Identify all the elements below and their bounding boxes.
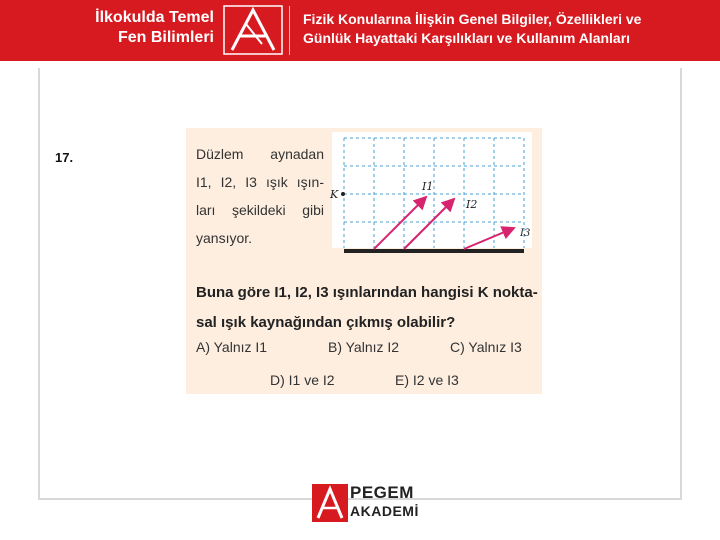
- stem-line: Düzlem aynadan: [196, 146, 324, 162]
- stem-line: yansıyor.: [196, 230, 253, 246]
- pegem-akademi-logo-icon: [312, 484, 348, 522]
- stem-line: I1, I2, I3 ışık ışın-: [196, 174, 324, 190]
- question-box: [186, 128, 542, 394]
- ray-i1-label: I1: [422, 180, 434, 193]
- header-subtitle-line2: Günlük Hayattaki Karşılıkları ve Kullanım Alanları: [303, 30, 631, 46]
- stem-line: ları şekildeki gibi: [196, 202, 324, 218]
- mirror-ray-figure: [326, 132, 540, 262]
- option-e[interactable]: E) I2 ve I3: [395, 372, 459, 388]
- question-number: 17.: [55, 150, 74, 165]
- header-title-line1: İlkokulda Temel: [95, 9, 214, 26]
- pegem-logo-icon: [222, 4, 284, 56]
- ray-i3-label: I3: [520, 228, 531, 239]
- header-title-line2: Fen Bilimleri: [117, 29, 214, 46]
- header-banner: [0, 0, 720, 61]
- option-c[interactable]: C) Yalnız I3: [450, 339, 522, 355]
- option-d[interactable]: D) I1 ve I2: [270, 372, 335, 388]
- header-subtitle: [303, 10, 713, 48]
- footer-brand: [350, 484, 419, 520]
- header-subtitle-line1: Fizik Konularına İlişkin Genel Bilgiler, Özellikleri ve: [303, 11, 642, 27]
- ask-line: sal ışık kaynağından çıkmış olabilir?: [196, 314, 456, 331]
- mirror-surface: [344, 249, 524, 253]
- footer-brand-line2: AKADEMİ: [350, 503, 419, 519]
- question-stem: [196, 140, 324, 252]
- point-k-label: K: [330, 188, 339, 201]
- footer-brand-line1: PEGEM: [350, 483, 414, 502]
- ray-i2-label: I2: [466, 198, 478, 211]
- point-k: [341, 192, 345, 196]
- ask-line: Buna göre I1, I2, I3 ışınlarından hangisi K nokta-: [196, 284, 538, 301]
- option-b[interactable]: B) Yalnız I2: [328, 339, 400, 355]
- question-ask: [196, 278, 540, 338]
- header-divider: [289, 6, 290, 55]
- header-title: [92, 8, 214, 48]
- option-a[interactable]: A) Yalnız I1: [196, 339, 268, 355]
